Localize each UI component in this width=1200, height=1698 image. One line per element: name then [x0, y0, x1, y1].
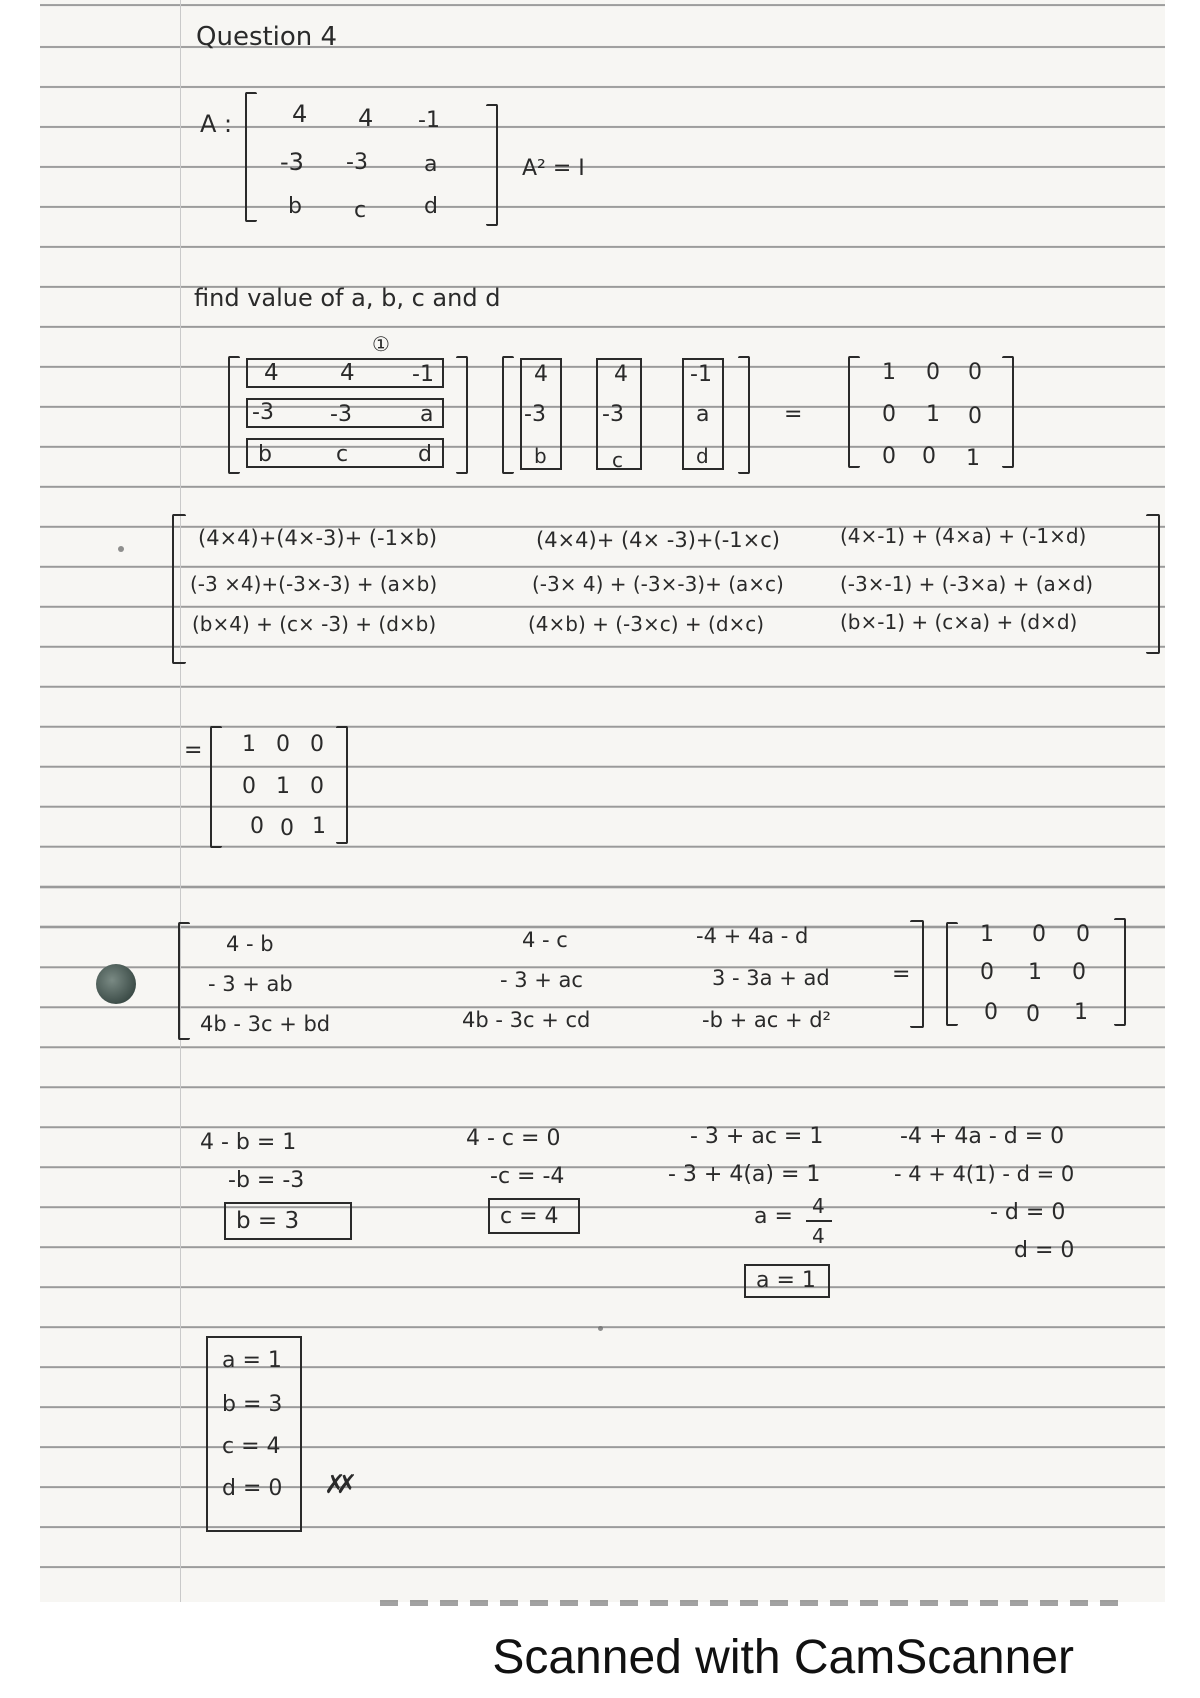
col-matrix-cell: d — [696, 444, 709, 468]
camscanner-watermark: Scanned with CamScanner — [492, 1631, 1074, 1684]
identity-cell: 0 — [242, 774, 256, 799]
working-c-line: -c = -4 — [490, 1164, 565, 1189]
identity-cell: 1 — [312, 814, 326, 839]
identity-left-bracket — [946, 922, 958, 1026]
simplified-cell: 3 - 3a + ad — [712, 966, 830, 990]
instruction-text: find value of a, b, c and d — [194, 284, 501, 312]
working-b-line: -b = -3 — [228, 1168, 305, 1193]
final-answer: a = 1 — [222, 1348, 282, 1373]
equals-sign: = — [892, 962, 911, 987]
identity-cell: 1 — [980, 922, 994, 947]
row-matrix-cell: 4 — [264, 360, 279, 386]
expansion-right-bracket — [1146, 514, 1160, 654]
col-matrix-cell: 4 — [534, 362, 548, 387]
fraction-bar — [806, 1220, 832, 1222]
row-matrix-cell: 4 — [340, 360, 355, 386]
condition-text: A² = I — [522, 156, 585, 181]
row-matrix-right-bracket — [456, 356, 468, 474]
answer-b-text: b = 3 — [236, 1208, 300, 1234]
scan-edge-noise — [380, 1600, 1120, 1606]
matrix-a-cell: c — [354, 198, 367, 223]
final-answer: d = 0 — [222, 1476, 283, 1501]
identity-cell: 0 — [310, 732, 324, 757]
row-matrix-cell: -3 — [330, 402, 352, 427]
col-matrix-cell: 4 — [614, 362, 628, 387]
ink-dot — [118, 546, 124, 552]
simplified-left-bracket — [178, 922, 190, 1040]
identity-cell: 0 — [250, 814, 264, 839]
col-matrix-cell: -3 — [602, 402, 624, 427]
identity-cell: 1 — [276, 774, 290, 799]
answer-c-text: c = 4 — [500, 1204, 559, 1229]
expansion-left-bracket — [172, 514, 186, 664]
working-a-line: - 3 + 4(a) = 1 — [668, 1162, 821, 1187]
working-a-line: - 3 + ac = 1 — [690, 1124, 824, 1149]
matrix-a-cell: -3 — [346, 150, 368, 175]
simplified-cell: 4 - c — [522, 928, 568, 952]
identity-right-bracket — [1114, 918, 1126, 1026]
expansion-cell: (-3× 4) + (-3×-3)+ (a×c) — [532, 572, 784, 596]
col-matrix-cell: -3 — [524, 402, 546, 427]
simplified-cell: - 3 + ac — [500, 968, 583, 992]
col-matrix-right-bracket — [738, 356, 750, 474]
simplified-cell: 4b - 3c + bd — [200, 1012, 331, 1036]
col-matrix-left-bracket — [502, 356, 514, 474]
identity-left-bracket — [848, 356, 860, 468]
col-matrix-cell: c — [612, 448, 623, 472]
row-matrix-cell: d — [418, 442, 432, 467]
question-title: Question 4 — [196, 22, 338, 52]
expansion-cell: (b×-1) + (c×a) + (d×d) — [840, 610, 1078, 634]
working-b-line: 4 - b = 1 — [200, 1130, 297, 1155]
expansion-cell: (4×4)+(4×-3)+ (-1×b) — [198, 526, 438, 550]
identity-right-bracket — [336, 726, 348, 844]
row-matrix-cell: c — [336, 442, 349, 467]
identity-cell: 0 — [1026, 1002, 1040, 1027]
identity-left-bracket — [210, 726, 222, 848]
expansion-cell: (4×b) + (-3×c) + (d×c) — [528, 612, 765, 636]
row-matrix-left-bracket — [228, 356, 240, 474]
identity-right-bracket — [1002, 356, 1014, 468]
expansion-cell: (-3 ×4)+(-3×-3) + (a×b) — [190, 572, 438, 596]
col-matrix-cell: a — [696, 402, 710, 427]
working-d-line: d = 0 — [1014, 1238, 1075, 1263]
simplified-cell: 4b - 3c + cd — [462, 1008, 591, 1032]
equals-sign: = — [184, 738, 203, 763]
col-matrix-cell: b — [534, 444, 547, 468]
notebook-page — [40, 0, 1165, 1602]
matrix-a-left-bracket — [245, 92, 257, 222]
simplified-cell: - 3 + ab — [208, 972, 293, 996]
matrix-a-cell: b — [288, 194, 302, 219]
identity-cell: 1 — [1074, 1000, 1088, 1025]
identity-cell: 0 — [1076, 922, 1090, 947]
identity-cell: 0 — [980, 960, 994, 985]
expansion-cell: (b×4) + (c× -3) + (d×b) — [192, 612, 437, 636]
answer-a-text: a = 1 — [756, 1268, 816, 1293]
done-mark: ✗✗ — [324, 1470, 348, 1500]
final-answer: c = 4 — [222, 1434, 281, 1459]
identity-cell: 0 — [280, 816, 294, 841]
final-answer: b = 3 — [222, 1392, 283, 1417]
identity-cell: 0 — [926, 360, 940, 385]
identity-cell: 0 — [1072, 960, 1086, 985]
equals-sign: = — [784, 402, 803, 427]
identity-cell: 0 — [1032, 922, 1046, 947]
identity-cell: 0 — [984, 1000, 998, 1025]
matrix-a-cell: a — [424, 152, 438, 177]
identity-cell: 1 — [966, 446, 980, 471]
expansion-cell: (4×-1) + (4×a) + (-1×d) — [840, 524, 1087, 548]
simplified-cell: -b + ac + d² — [702, 1008, 831, 1032]
identity-cell: 0 — [968, 360, 982, 385]
working-a-fraction-prefix: a = — [754, 1204, 793, 1229]
matrix-a-cell: d — [424, 194, 438, 219]
hole-punch — [96, 964, 136, 1004]
identity-cell: 0 — [882, 444, 896, 469]
row-matrix-cell: -3 — [252, 400, 274, 425]
simplified-right-bracket — [910, 920, 924, 1028]
working-a-fraction-numerator: 4 — [812, 1194, 825, 1218]
identity-cell: 0 — [882, 402, 896, 427]
margin-line — [180, 0, 181, 1602]
working-d-line: -4 + 4a - d = 0 — [900, 1124, 1065, 1149]
identity-cell: 1 — [882, 360, 896, 385]
matrix-a-cell: -1 — [418, 108, 440, 133]
identity-cell: 0 — [276, 732, 290, 757]
simplified-cell: 4 - b — [226, 932, 274, 956]
working-d-line: - d = 0 — [990, 1200, 1066, 1225]
identity-cell: 0 — [310, 774, 324, 799]
row-matrix-cell: a — [420, 402, 434, 427]
ink-dot — [598, 1326, 603, 1331]
expansion-cell: (4×4)+ (4× -3)+(-1×c) — [536, 528, 780, 552]
working-a-fraction-denominator: 4 — [812, 1224, 825, 1248]
col-matrix-cell: -1 — [690, 362, 712, 387]
step-marker: ① — [372, 332, 390, 356]
working-d-line: - 4 + 4(1) - d = 0 — [894, 1162, 1075, 1186]
row-matrix-cell: b — [258, 442, 272, 467]
expansion-cell: (-3×-1) + (-3×a) + (a×d) — [840, 572, 1094, 596]
identity-cell: 1 — [926, 402, 940, 427]
identity-cell: 0 — [968, 404, 982, 429]
matrix-a-cell: -3 — [280, 148, 304, 176]
simplified-cell: -4 + 4a - d — [696, 924, 809, 948]
identity-cell: 0 — [922, 444, 936, 469]
matrix-a-label: A : — [200, 110, 233, 138]
identity-cell: 1 — [242, 732, 256, 757]
matrix-a-cell: 4 — [292, 100, 308, 128]
matrix-a-cell: 4 — [358, 104, 374, 132]
row-matrix-cell: -1 — [412, 362, 434, 387]
matrix-a-right-bracket — [486, 104, 498, 226]
working-c-line: 4 - c = 0 — [466, 1126, 561, 1151]
identity-cell: 1 — [1028, 960, 1042, 985]
